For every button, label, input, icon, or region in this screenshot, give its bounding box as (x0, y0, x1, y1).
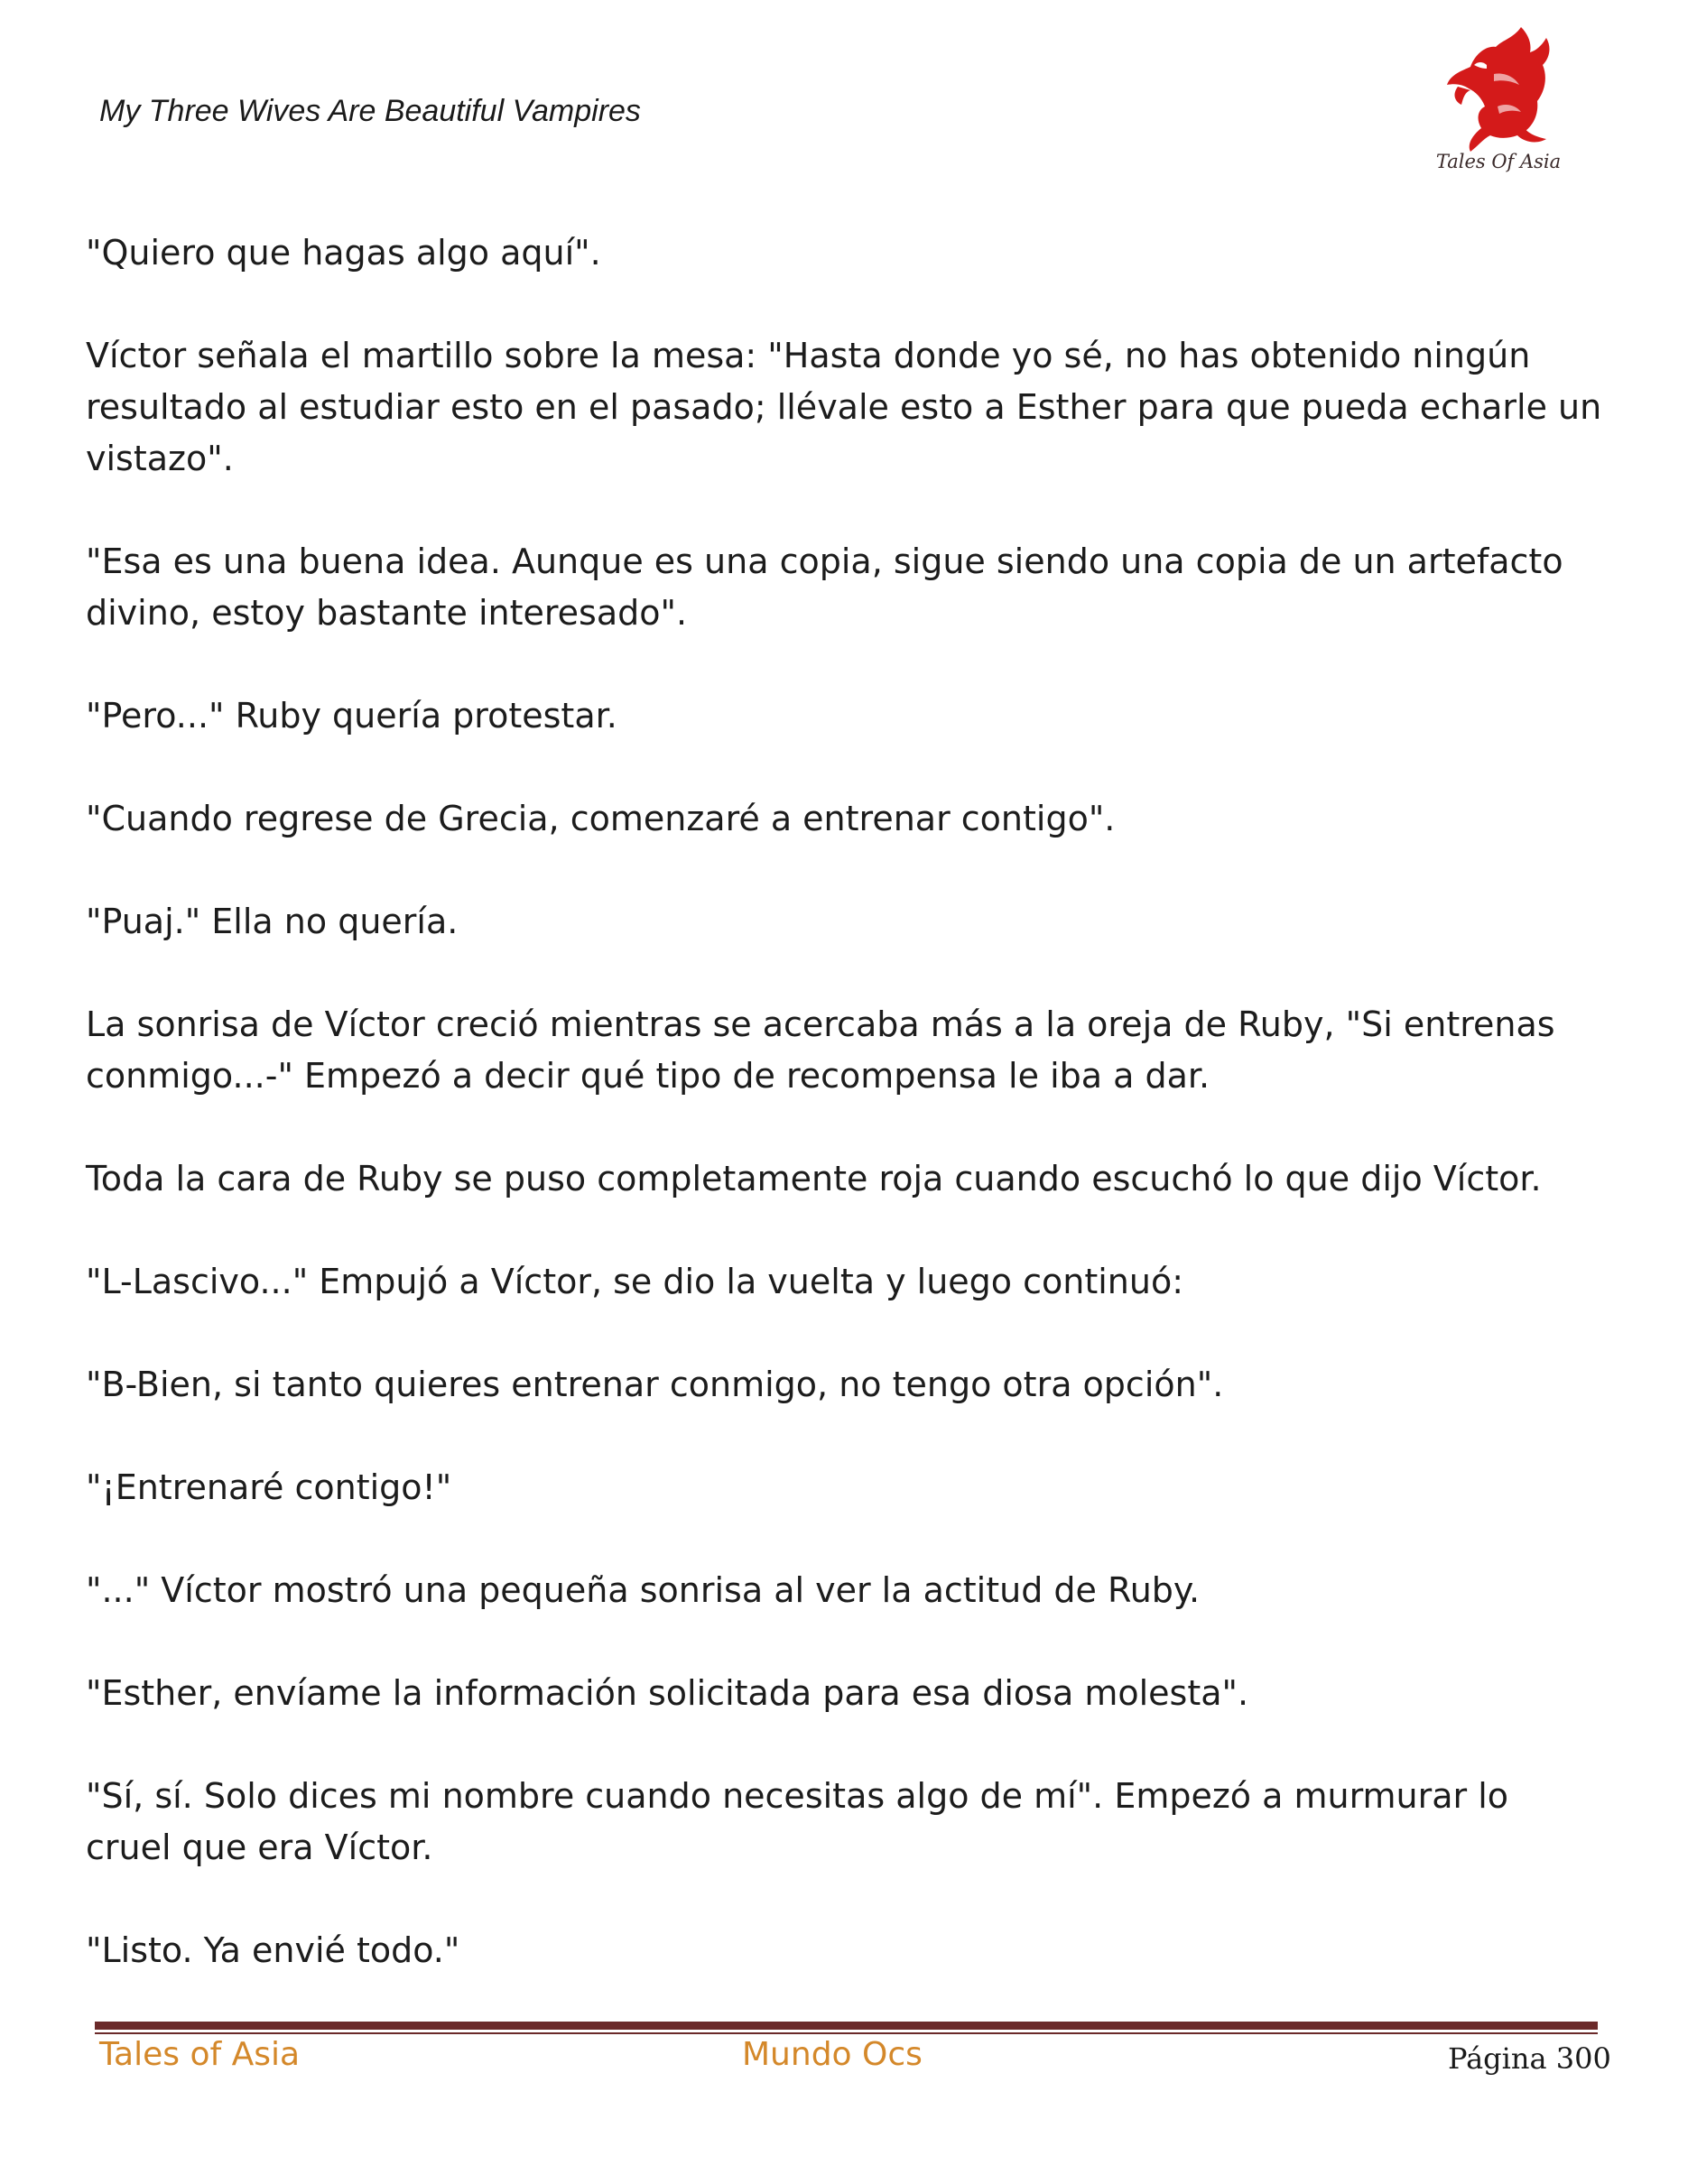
paragraph: "B-Bien, si tanto quieres entrenar conmigo, no tengo otra opción". (86, 1365, 1224, 1404)
paragraph: "Listo. Ya envié todo." (86, 1930, 460, 1970)
paragraph: Toda la cara de Ruby se puso completamente roja cuando escuchó lo que dijo Víctor. (86, 1159, 1542, 1198)
paragraph: "Esther, envíame la información solicitada para esa diosa molesta". (86, 1673, 1249, 1713)
logo-text: Tales Of Asia (1435, 151, 1562, 172)
paragraph: "Puaj." Ella no quería. (86, 902, 459, 941)
paragraph: La sonrisa de Víctor creció mientras se acercaba más a la oreja de Ruby, "Si entrenas conmigo...-" Empezó a decir qué tipo de recompensa le iba a dar. (86, 1004, 1555, 1096)
paragraph: "..." Víctor mostró una pequeña sonrisa al ver la actitud de Ruby. (86, 1570, 1201, 1610)
tales-of-asia-logo (1431, 20, 1566, 182)
footer-divider (95, 2022, 1598, 2034)
book-title: My Three Wives Are Beautiful Vampires (99, 94, 641, 128)
paragraph: "Quiero que hagas algo aquí". (86, 233, 601, 273)
page-number: Página 300 (1448, 2041, 1611, 2076)
paragraph: Víctor señala el martillo sobre la mesa: "Hasta donde yo sé, no has obtenido ningún resultado al estudiar esto en el pasado; llévale esto a Esther para que pueda echarle un vistazo". (86, 336, 1602, 478)
paragraph: "Pero..." Ruby quería protestar. (86, 696, 617, 736)
footer-section: Mundo Ocs (742, 2036, 923, 2073)
paragraph: "Esa es una buena idea. Aunque es una copia, sigue siendo una copia de un artefacto divino, estoy bastante interesado". (86, 541, 1563, 633)
red-dragon-icon (1431, 20, 1566, 155)
paragraph: "Cuando regrese de Grecia, comenzaré a entrenar contigo". (86, 799, 1116, 838)
chapter-text (86, 227, 1602, 2028)
paragraph: "L-Lascivo..." Empujó a Víctor, se dio la vuelta y luego continuó: (86, 1262, 1184, 1301)
paragraph: "¡Entrenaré contigo!" (86, 1467, 452, 1507)
paragraph: "Sí, sí. Solo dices mi nombre cuando necesitas algo de mí". Empezó a murmurar lo cruel que era Víctor. (86, 1776, 1509, 1867)
footer-publisher: Tales of Asia (99, 2036, 301, 2073)
